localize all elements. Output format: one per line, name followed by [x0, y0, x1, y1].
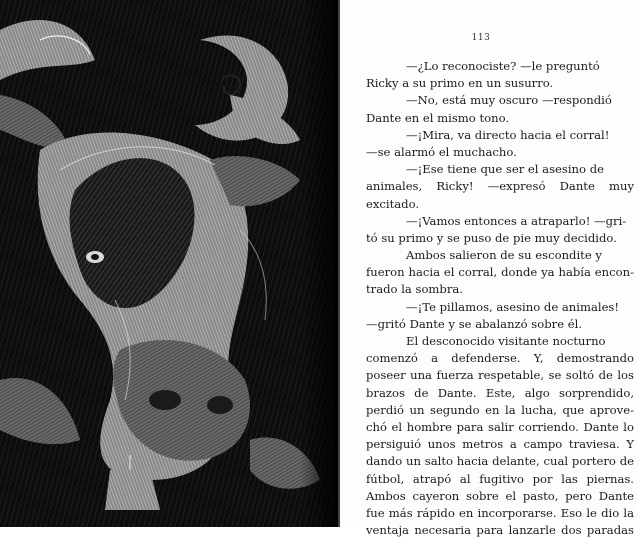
text-page	[340, 0, 638, 538]
text-line: —No, está muy oscuro —respondió	[406, 93, 612, 108]
text-line: —se alarmó el muchacho.	[366, 144, 517, 159]
text-line: fútbol, atrapó al fugitivo por las piernas.	[366, 471, 634, 486]
text-line: tó su primo y se puso de pie muy decidido.	[366, 230, 617, 245]
text-line: —¡Ese tiene que ser el asesino de	[406, 162, 604, 177]
text-line: —¿Lo reconociste? —le preguntó	[406, 59, 600, 73]
text-line: —gritó Dante y se abalanzó sobre él.	[366, 316, 583, 331]
text-line: Ambos cayeron sobre el pasto, pero Dante	[366, 488, 634, 503]
text-line: Ambos salieron de su escondite y	[406, 248, 602, 263]
text-line: animales, Ricky! —expresó Dante muy	[366, 179, 634, 194]
text-line: comenzó a defenderse. Y, demostrando	[366, 351, 634, 366]
text-line: —¡Vamos entonces a atraparlo! —gri-	[406, 213, 627, 228]
text-line: Ricky a su primo en un susurro.	[366, 76, 554, 91]
body-text	[366, 58, 634, 539]
page-number: 113	[471, 33, 491, 43]
text-line: —¡Mira, va directo hacia el corral!	[406, 127, 610, 142]
text-line: excitado.	[366, 196, 420, 211]
text-line: fue más rápido en incorporarse. Eso le dio la	[366, 505, 634, 520]
text-line: El desconocido visitante nocturno	[406, 334, 606, 348]
text-line: Dante en el mismo tono.	[366, 110, 510, 125]
text-line: fueron hacia el corral, donde ya había encon-	[366, 265, 634, 280]
text-line: —¡Te pillamos, asesino de animales!	[406, 299, 620, 314]
text-line: brazos de Dante. Este, algo sorprendido,	[366, 385, 634, 400]
text-line: chó el hombre para salir corriendo. Dante lo	[366, 419, 634, 434]
text-line: perdió un segundo en la lucha, que aprove-	[366, 402, 634, 417]
text-line: dando un salto hacia delante, cual portero de	[366, 454, 634, 469]
text-line: trado la sombra.	[366, 282, 463, 297]
text-line: ventaja necesaria para lanzarle dos paradas	[366, 523, 634, 538]
text-line: poseer una fuerza respetable, se soltó de los	[366, 368, 634, 383]
text-line: persiguió unos metros a campo traviesa. Y	[366, 437, 634, 452]
